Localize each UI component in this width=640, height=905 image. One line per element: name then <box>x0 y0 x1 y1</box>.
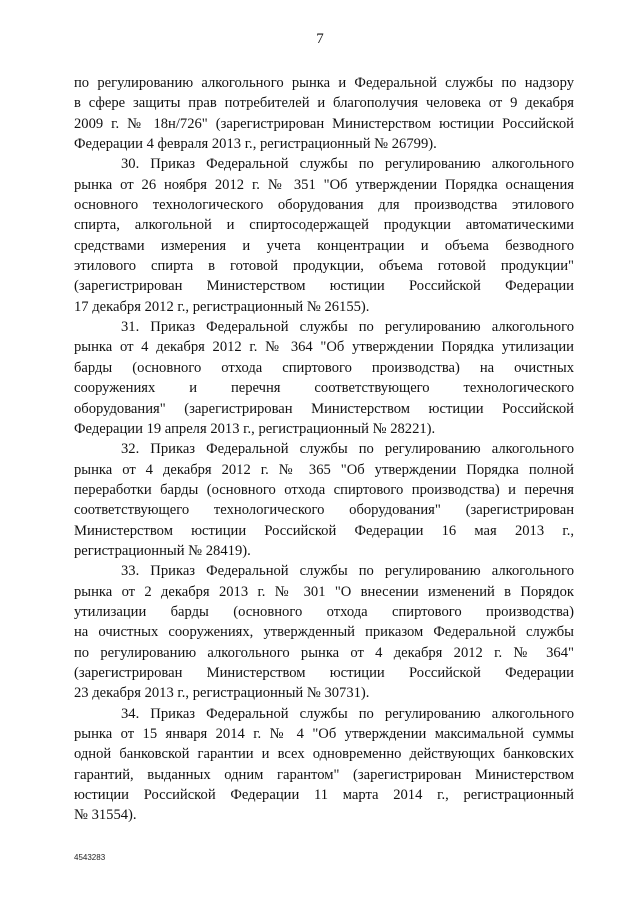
text-line: утилизации барды (основного отхода спиртового производства) <box>74 603 574 620</box>
paragraph-continuation <box>74 73 574 154</box>
paragraph-item-30 <box>74 154 574 317</box>
paragraph-item-32 <box>74 439 574 561</box>
text-line: рынка от 4 декабря 2012 г. № 364 "Об утверждении Порядка утилизации <box>74 339 574 356</box>
text-line: (зарегистрирован Министерством юстиции Российской Федерации <box>74 664 574 681</box>
text-line: средствами измерения и учета концентрации и объема безводного <box>74 237 574 254</box>
text-line: в сфере защиты прав потребителей и благополучия человека от 9 декабря <box>74 95 574 112</box>
text-line: Федерации 4 февраля 2013 г., регистрационный № 26799). <box>74 136 437 153</box>
document-body <box>74 73 574 826</box>
text-line: переработки барды (основного отхода спиртового производства) и перечня <box>74 481 574 498</box>
text-line: 23 декабря 2013 г., регистрационный № 30731). <box>74 685 370 702</box>
text-line: юстиции Российской Федерации 11 марта 2014 г., регистрационный <box>74 787 574 804</box>
document-id: 4543283 <box>74 853 106 862</box>
text-line: барды (основного отхода спиртового производства) на очистных <box>74 359 574 376</box>
paragraph-item-33 <box>74 561 574 703</box>
text-line: Федерации 19 апреля 2013 г., регистрационный № 28221). <box>74 420 436 437</box>
text-line: (зарегистрирован Министерством юстиции Российской Федерации <box>74 278 574 295</box>
text-line: рынка от 15 января 2014 г. № 4 "Об утверждении максимальной суммы <box>74 726 574 742</box>
text-line: 32. Приказ Федеральной службы по регулированию алкогольного <box>121 441 574 458</box>
text-line: 33. Приказ Федеральной службы по регулированию алкогольного <box>121 563 574 580</box>
text-line: оборудования" (зарегистрирован Министерством юстиции Российской <box>74 400 574 417</box>
text-line: 34. Приказ Федеральной службы по регулированию алкогольного <box>121 705 574 722</box>
text-line: по регулированию алкогольного рынка от 4 декабря 2012 г. № 364" <box>74 644 574 661</box>
text-line: Министерством юстиции Российской Федерации 16 мая 2013 г., <box>74 522 574 539</box>
text-line: 17 декабря 2012 г., регистрационный № 26155). <box>74 298 370 315</box>
page-number: 7 <box>316 31 324 47</box>
text-line: рынка от 26 ноября 2012 г. № 351 "Об утверждении Порядка оснащения <box>74 176 574 193</box>
paragraph-item-34 <box>74 704 574 826</box>
text-line: сооружениях и перечня соответствующего технологического <box>74 380 574 397</box>
text-line: рынка от 4 декабря 2012 г. № 365 "Об утверждении Порядка полной <box>74 461 574 478</box>
text-line: на очистных сооружениях, утвержденный приказом Федеральной службы <box>74 624 574 641</box>
text-line: 30. Приказ Федеральной службы по регулированию алкогольного <box>121 156 574 173</box>
text-line: регистрационный № 28419). <box>74 542 251 559</box>
text-line: 31. Приказ Федеральной службы по регулированию алкогольного <box>121 319 574 336</box>
text-line: рынка от 2 декабря 2013 г. № 301 "О внесении изменений в Порядок <box>74 583 574 600</box>
text-line: одной банковской гарантии и всех одновременно действующих банковских <box>74 746 574 763</box>
text-line: этилового спирта в готовой продукции, объема готовой продукции" <box>74 258 574 275</box>
text-line: основного технологического оборудования для производства этилового <box>74 197 574 214</box>
text-line: № 31554). <box>74 807 137 824</box>
paragraph-item-31 <box>74 317 574 439</box>
text-line: соответствующего технологического оборудования" (зарегистрирован <box>74 502 574 519</box>
text-line: гарантий, выданных одним гарантом" (зарегистрирован Министерством <box>74 766 574 783</box>
text-line: по регулированию алкогольного рынка и Федеральной службы по надзору <box>74 75 574 91</box>
text-line: спирта, алкогольной и спиртосодержащей продукции автоматическими <box>74 217 574 234</box>
text-line: 2009 г. № 18н/726" (зарегистрирован Министерством юстиции Российской <box>74 115 574 132</box>
